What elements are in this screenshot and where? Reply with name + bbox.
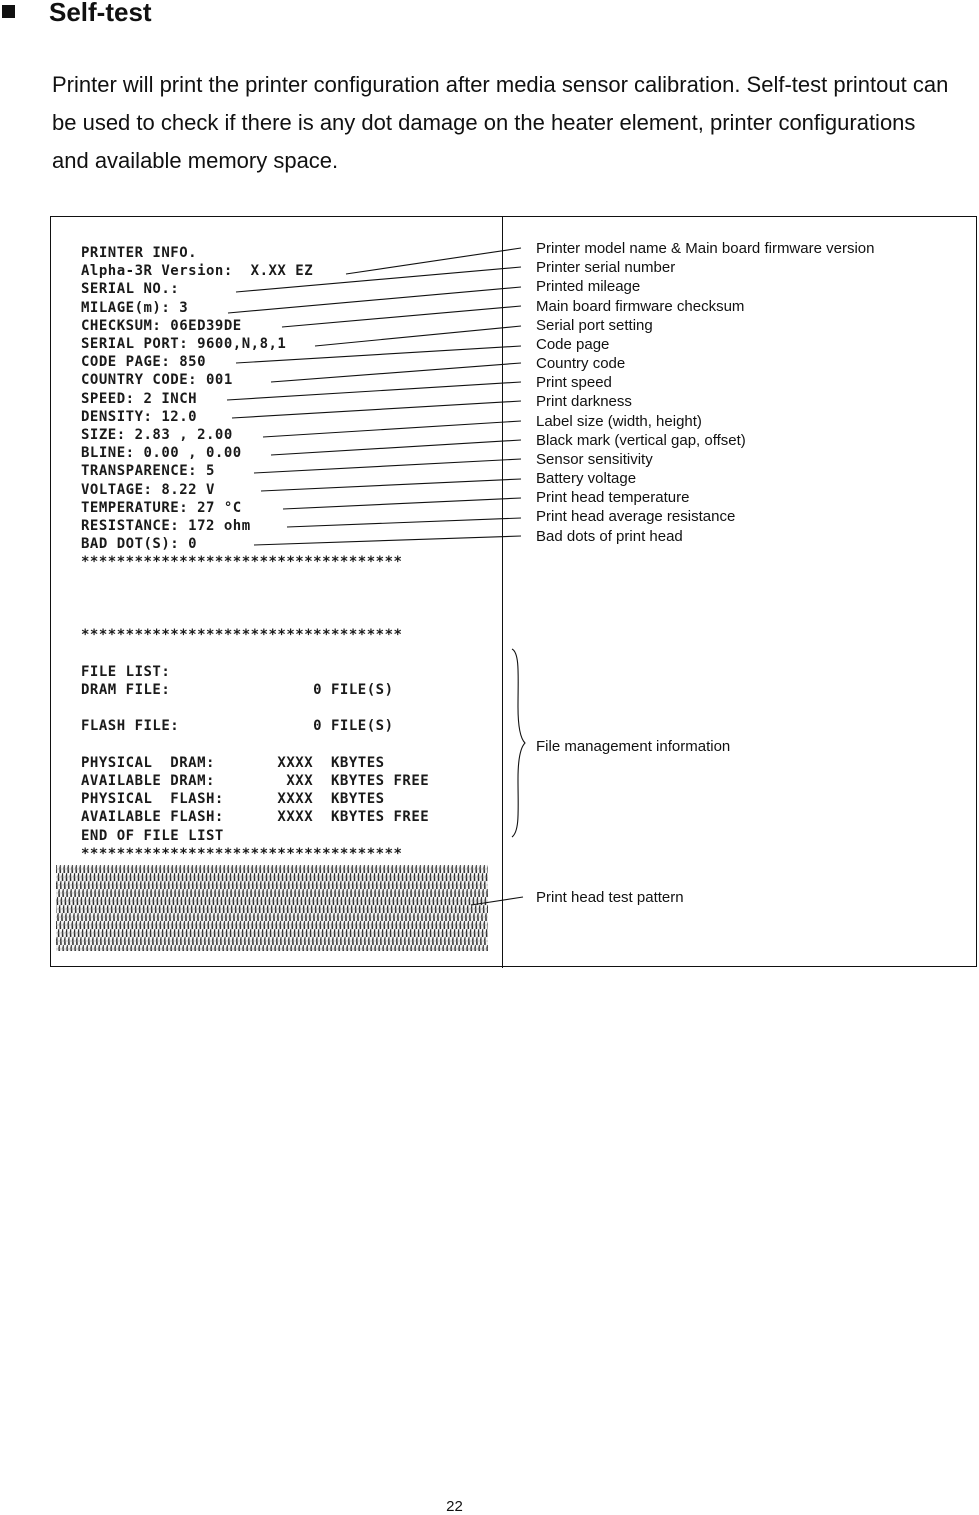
callout-label: Black mark (vertical gap, offset) <box>536 432 746 449</box>
print-head-pattern-label: Print head test pattern <box>536 889 684 906</box>
self-test-figure <box>50 216 977 967</box>
filled-square-icon <box>2 5 15 18</box>
file-management-label: File management information <box>536 738 731 755</box>
callout-label: Printer model name & Main board firmware version <box>536 240 875 257</box>
callout-label: Print speed <box>536 374 612 391</box>
callout-label: Bad dots of print head <box>536 528 683 545</box>
callout-label: Print head temperature <box>536 489 690 506</box>
figure-divider <box>502 217 503 968</box>
section-heading <box>0 0 979 30</box>
callout-label: Print darkness <box>536 393 632 410</box>
print-head-test-pattern <box>56 865 488 951</box>
callout-label: Sensor sensitivity <box>536 451 653 468</box>
callout-label: Serial port setting <box>536 317 653 334</box>
callout-label: Code page <box>536 336 610 353</box>
intro-paragraph: Printer will print the printer configuration after media sensor calibration. Self-test printout can be used to check if there is any dot damage on the heater element, printer configurations and available memory space. <box>52 72 949 173</box>
callout-label: Label size (width, height) <box>536 413 702 430</box>
callout-label: Printed mileage <box>536 278 641 295</box>
self-test-printout: PRINTER INFO. Alpha-3R Version: X.XX EZ SERIAL NO.: MILAGE(m): 3 CHECKSUM: 06ED39DE SERIAL PORT: 9600,N,8,1 CODE PAGE: 850 COUNTRY CODE: 001 SPEED: 2 INCH DENSITY: 12.0 SIZE: 2.83 , 2.00 BLINE: 0.00 , 0.00 TRANSPARENCE: 5 VOLTAGE: 8.22 V TEMPERATURE: 27 °C RESISTANCE: 172 ohm BAD DOT(S): 0 ************************************ ************************************ FILE LIST: DRAM FILE: 0 FILE(S) FLASH FILE: 0 FILE(S) PHYSICAL DRAM: XXXX KBYTES AVAILABLE DRAM: XXX KBYTES FREE PHYSICAL FLASH: XXXX KBYTES AVAILABLE FLASH: XXXX KBYTES FREE END OF FILE LIST ************************************ <box>81 245 430 862</box>
callout-label: Printer serial number <box>536 259 676 276</box>
callout-label: Main board firmware checksum <box>536 298 745 315</box>
page-number: 22 <box>446 1498 463 1515</box>
callout-label: Print head average resistance <box>536 508 736 525</box>
section-title: Self-test <box>49 0 152 27</box>
callout-label: Battery voltage <box>536 470 637 487</box>
callout-label: Country code <box>536 355 626 372</box>
